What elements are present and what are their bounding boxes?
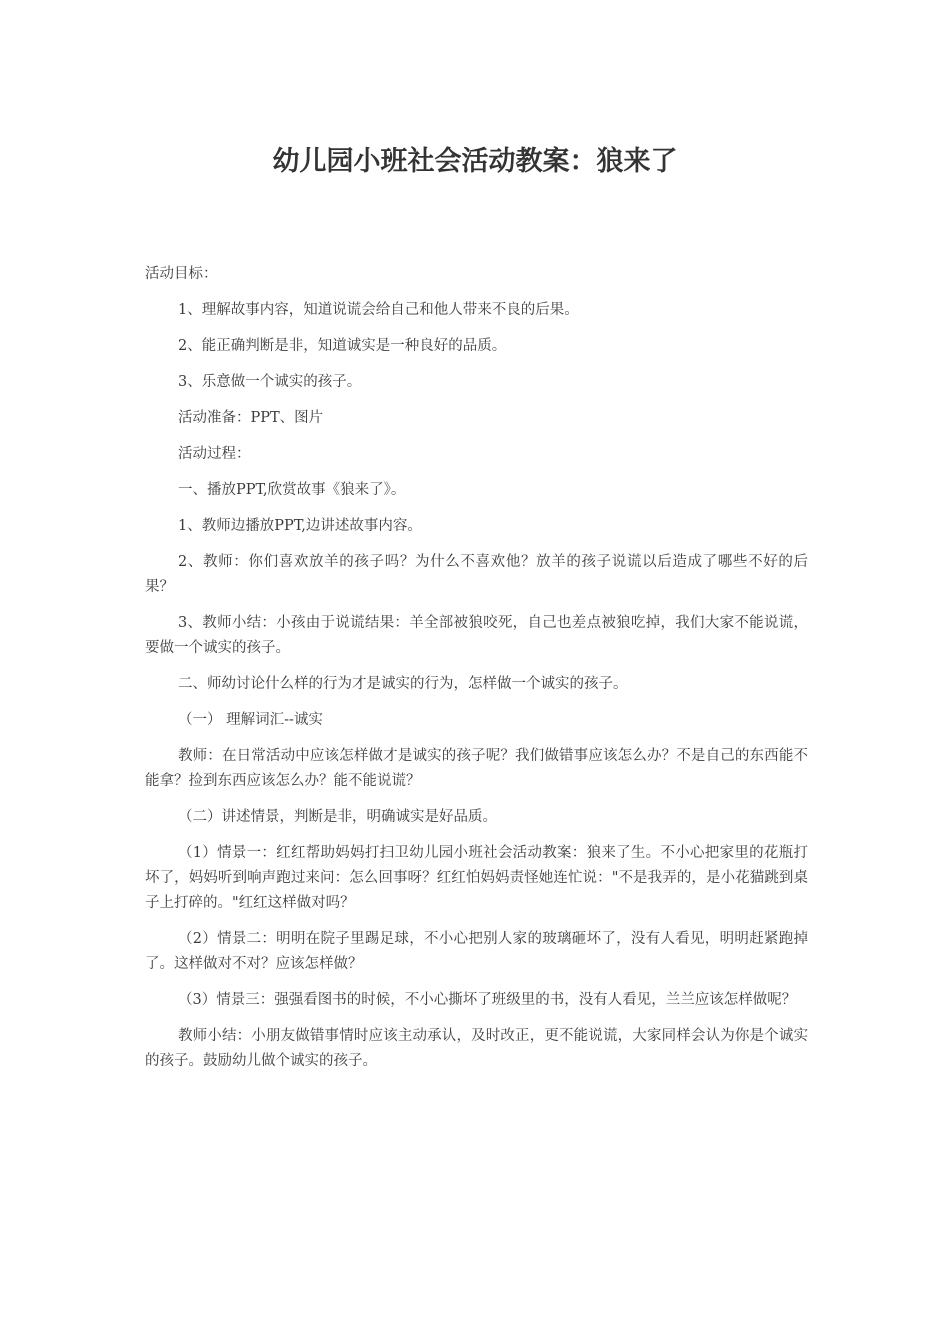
teacher-summary-paragraph: 教师小结：小朋友做错事情时应该主动承认，及时改正，更不能说谎，大家同样会认为你是个诚实的孩子。鼓励幼儿做个诚实的孩子。 — [145, 1028, 808, 1069]
scenario-3: （3）情景三：强强看图书的时候，不小心撕坏了班级里的书，没有人看见，兰兰应该怎样做呢？ — [178, 992, 797, 1008]
scenario-2: （2）情景二：明明在院子里踢足球，不小心把别人家的玻璃砸坏了，没有人看见，明明赶紧跑掉了。这样做对不对？应该怎样做？ — [145, 931, 808, 972]
preparation-paragraph: 活动准备：PPT、图片 — [178, 410, 324, 426]
goal-item-3: 3、乐意做一个诚实的孩子。 — [178, 374, 362, 390]
goal-item-2: 2、能正确判断是非，知道诚实是一种良好的品质。 — [178, 338, 507, 354]
document-body — [145, 262, 808, 1085]
process-step-1: 一、播放PPT,欣赏故事《狼来了》。 — [178, 482, 406, 498]
vocabulary-heading: （一） 理解词汇--诚实 — [178, 712, 323, 728]
process-substep-3: 3、教师小结：小孩由于说谎结果：羊全部被狼咬死，自己也差点被狼吃掉，我们大家不能说谎，要做一个诚实的孩子。 — [145, 615, 808, 656]
teacher-questions-paragraph: 教师：在日常活动中应该怎样做才是诚实的孩子呢？我们做错事应该怎么办？不是自己的东西能不能拿？捡到东西应该怎么办？能不能说谎？ — [145, 748, 808, 789]
process-substep-1: 1、教师边播放PPT,边讲述故事内容。 — [178, 518, 422, 534]
goal-item-1: 1、理解故事内容，知道说谎会给自己和他人带来不良的后果。 — [178, 302, 579, 318]
document-title: 幼儿园小班社会活动教案：狼来了 — [272, 146, 678, 177]
process-step-2: 二、师幼讨论什么样的行为才是诚实的行为，怎样做一个诚实的孩子。 — [178, 676, 628, 692]
section-heading-goals: 活动目标： — [145, 266, 218, 282]
scenarios-heading: （二）讲述情景，判断是非，明确诚实是好品质。 — [178, 809, 497, 825]
section-heading-process: 活动过程： — [178, 446, 251, 462]
scenario-1: （1）情景一：红红帮助妈妈打扫卫幼儿园小班社会活动教案：狼来了生。不小心把家里的花瓶打坏了，妈妈听到响声跑过来问：怎么回事呀？红红怕妈妈责怪她连忙说："不是我弄的，是小花猫跳到桌子上打碎的。"红红这样做对吗？ — [145, 845, 808, 911]
process-substep-2: 2、教师：你们喜欢放羊的孩子吗？为什么不喜欢他？放羊的孩子说谎以后造成了哪些不好的后果？ — [145, 554, 808, 595]
